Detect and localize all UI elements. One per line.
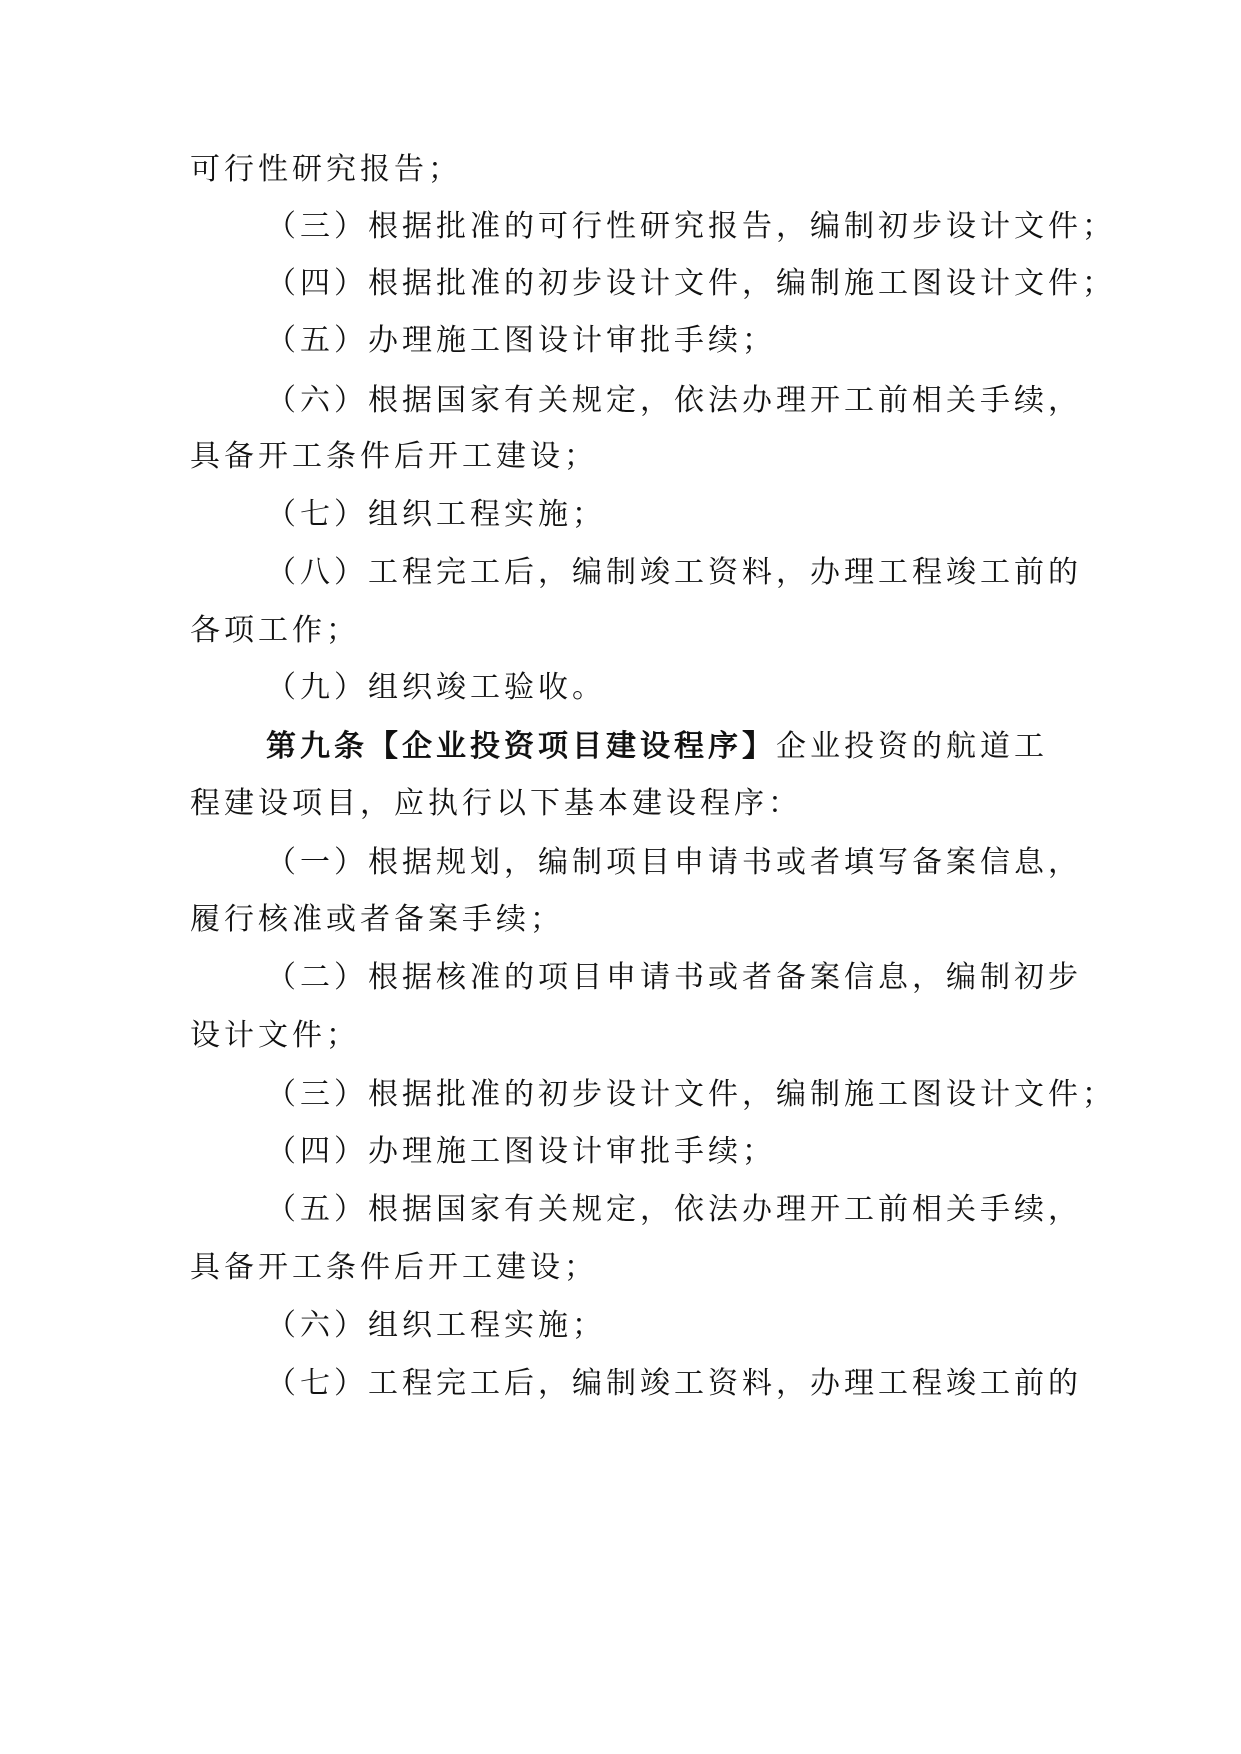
article-heading-line (266, 727, 1048, 767)
list-item: （五）根据国家有关规定，依法办理开工前相关手续， (266, 1192, 1082, 1227)
list-item: （四）办理施工图设计审批手续； (266, 1134, 776, 1169)
list-item: （九）组织竣工验收。 (266, 670, 606, 705)
list-item: （六）组织工程实施； (266, 1308, 606, 1343)
list-item: （四）根据批准的初步设计文件，编制施工图设计文件； (266, 266, 1116, 301)
list-item: （六）根据国家有关规定，依法办理开工前相关手续， (266, 383, 1082, 418)
list-item: （三）根据批准的初步设计文件，编制施工图设计文件； (266, 1077, 1116, 1112)
text-line: 设计文件； (190, 1018, 360, 1053)
list-item: （七）工程完工后，编制竣工资料，办理工程竣工前的 (266, 1366, 1082, 1401)
list-item: （二）根据核准的项目申请书或者备案信息，编制初步 (266, 960, 1082, 995)
list-item: （五）办理施工图设计审批手续； (266, 323, 776, 358)
text-line: 具备开工条件后开工建设； (190, 439, 598, 474)
list-item: （一）根据规划，编制项目申请书或者填写备案信息， (266, 845, 1082, 880)
text-line: 各项工作； (190, 613, 360, 648)
text-line: 履行核准或者备案手续； (190, 902, 564, 937)
list-item: （七）组织工程实施； (266, 497, 606, 532)
list-item: （八）工程完工后，编制竣工资料，办理工程竣工前的 (266, 555, 1082, 590)
text-line: 程建设项目，应执行以下基本建设程序： (190, 786, 802, 821)
text-line: 具备开工条件后开工建设； (190, 1250, 598, 1285)
list-item: （三）根据批准的可行性研究报告，编制初步设计文件； (266, 209, 1116, 244)
article-heading: 第九条【企业投资项目建设程序】 (266, 729, 776, 764)
text-line: 可行性研究报告； (190, 152, 462, 187)
article-text: 企业投资的航道工 (776, 729, 1048, 764)
